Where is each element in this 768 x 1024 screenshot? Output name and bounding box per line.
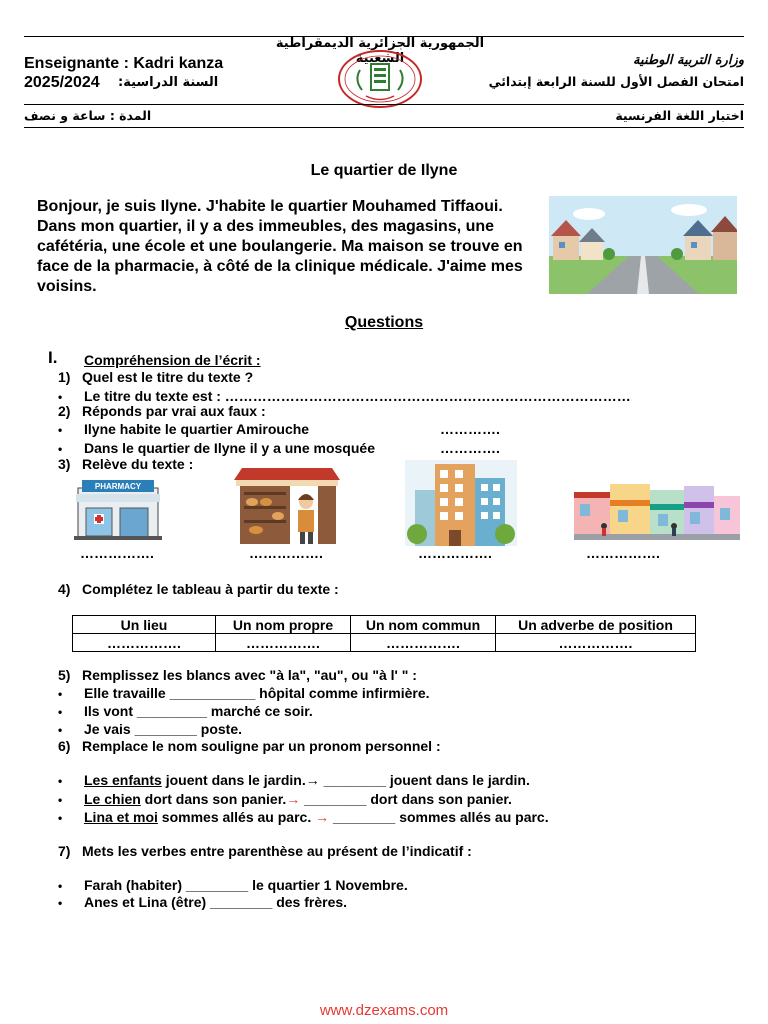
arrow-icon: →: [305, 772, 320, 788]
q3-dots: …………….: [80, 545, 154, 561]
pharmacy-sign: PHARMACY: [94, 482, 142, 491]
q3-dots: …………….: [249, 545, 323, 561]
school-year-value: 2025/2024: [24, 74, 100, 91]
table-cell: …………….: [496, 634, 696, 652]
q2-item-dots: ………….: [440, 421, 500, 437]
pharmacy-icon: [70, 478, 166, 544]
exam-subject: اختبار اللغة الفرنسية: [615, 108, 744, 123]
question-1-answer: • Le titre du texte est : ……………………………………………………………………………: [58, 388, 631, 404]
section-title: Compréhension de l’écrit :: [84, 352, 261, 368]
question-7: 7) Mets les verbes entre parenthèse au présent de l’indicatif :: [58, 843, 472, 859]
q3-dots: …………….: [418, 545, 492, 561]
table-cell: …………….: [216, 634, 351, 652]
table-header: Un adverbe de position: [496, 616, 696, 634]
question-4: 4) Complétez le tableau à partir du texte :: [58, 581, 339, 597]
q7-item: • Farah (habiter) ________ le quartier 1 Novembre.: [58, 877, 408, 893]
shops-icon: [574, 478, 740, 542]
header-rule-2: [24, 127, 744, 128]
table-header: Un nom propre: [216, 616, 351, 634]
q5-item: • Elle travaille ___________ hôpital comme infirmière.: [58, 685, 430, 701]
question-1: 1) Quel est le titre du texte ?: [58, 369, 254, 385]
q5-item: • Je vais ________ poste.: [58, 721, 243, 737]
buildings-icon: [405, 460, 517, 546]
page-title: Le quartier de Ilyne: [310, 162, 458, 179]
ministry-logo: [336, 48, 424, 110]
reading-text: Bonjour, je suis Ilyne. J'habite le quartier Mouhamed Tiffaoui. Dans mon quartier, il y a des immeubles, des magasins, une cafétéria, une école et une boulangerie. Ma maison se trouve en face de la pharmacie, à côté de la clinique médicale. J'aime mes voisins.: [37, 198, 523, 295]
questions-title: Questions: [344, 314, 424, 331]
bakery-icon: [232, 466, 342, 546]
exam-title: امتحان الفصل الأول للسنة الرابعة إبتدائي: [488, 74, 744, 89]
republic-title: الجمهورية الجزائرية الديمقراطية الشعبية: [275, 36, 485, 66]
q2-item-dots: ………….: [440, 440, 500, 456]
table-header: Un nom commun: [351, 616, 496, 634]
table-header: Un lieu: [73, 616, 216, 634]
question-5: 5) Remplissez les blancs avec "à la", "au", ou "à l' " :: [58, 667, 417, 683]
table-cell: …………….: [351, 634, 496, 652]
header-rule-1: [24, 104, 744, 105]
school-year-label: السنة الدراسية:: [118, 75, 219, 90]
question-6: 6) Remplace le nom souligne par un pronom personnel :: [58, 738, 441, 754]
q6-item: • Les enfants jouent dans le jardin.→ ________ jouent dans le jardin.: [58, 772, 530, 788]
exam-duration: المدة : ساعة و نصف: [24, 108, 152, 123]
table-cell: …………….: [73, 634, 216, 652]
street-illustration: [549, 196, 737, 294]
footer-url[interactable]: www.dzexams.com: [319, 1002, 449, 1019]
question-3: 3) Relève du texte :: [58, 456, 194, 472]
q5-item: • Ils vont _________ marché ce soir.: [58, 703, 313, 719]
section-number: I.: [48, 348, 58, 367]
answer-table: [72, 615, 696, 652]
q2-item: • Dans le quartier de Ilyne il y a une mosquée: [58, 440, 375, 456]
teacher-name: Enseignante : Kadri kanza: [24, 55, 224, 72]
arrow-icon: →: [286, 791, 301, 807]
q6-item: • Le chien dort dans son panier.→ ________ dort dans son panier.: [58, 791, 512, 807]
question-2: 2) Réponds par vrai aux faux :: [58, 403, 266, 419]
arrow-icon: →: [315, 809, 330, 825]
q7-item: • Anes et Lina (être) ________ des frères.: [58, 894, 348, 910]
q2-item: • Ilyne habite le quartier Amirouche: [58, 421, 310, 437]
ministry-name: وزارة التربية الوطنية: [633, 53, 744, 68]
q6-item: • Lina et moi sommes allés au parc. → ________ sommes allés au parc.: [58, 809, 549, 825]
q3-dots: …………….: [586, 545, 660, 561]
